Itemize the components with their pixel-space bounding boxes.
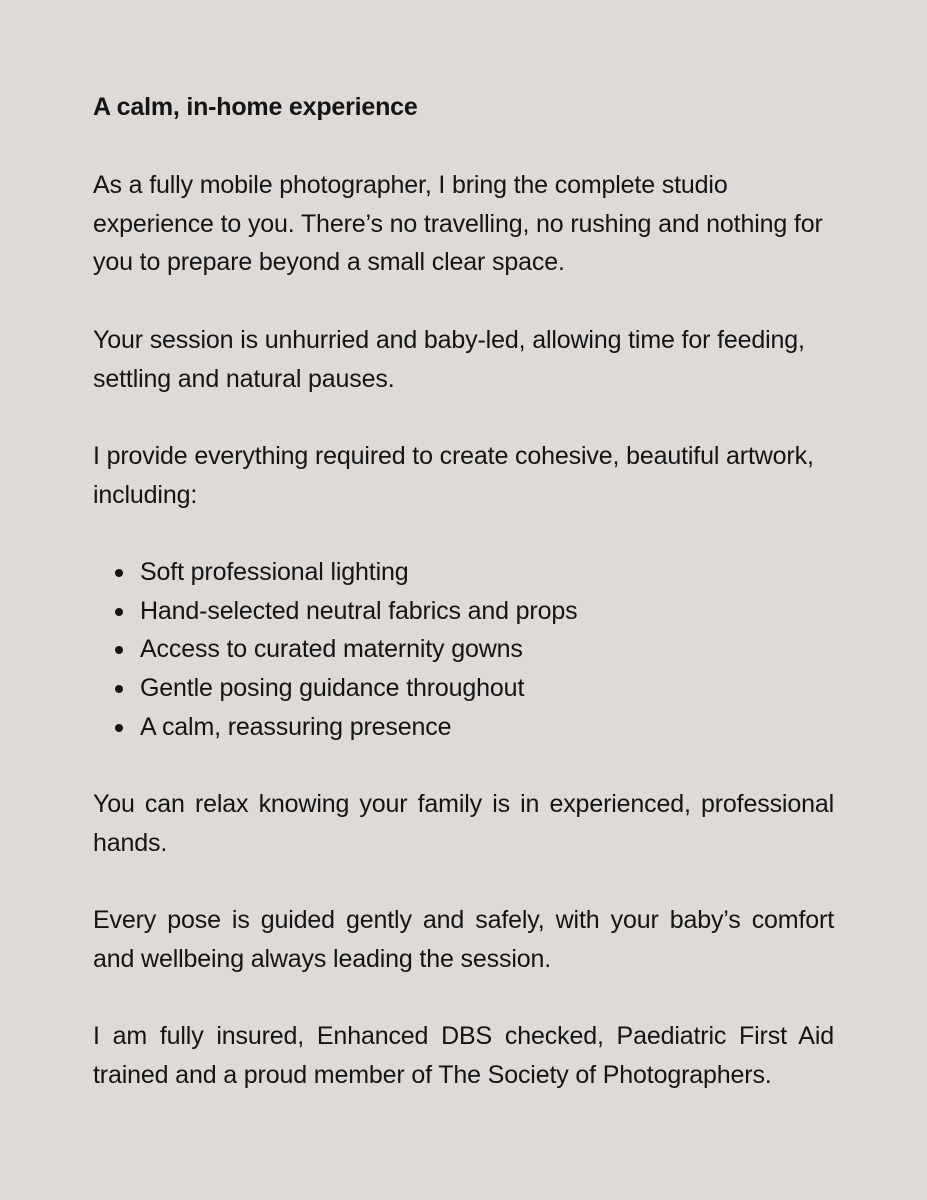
bullet-icon [115,569,123,577]
list-item-label: Access to curated maternity gowns [140,635,523,664]
intro-paragraph: As a fully mobile photographer, I bring the complete studio experience to you. There’s no travelling, no rushing and nothing for you to prepare beyond a small clear space. [93,171,823,277]
list-item-label: Gentle posing guidance throughout [140,674,525,703]
bullet-icon [115,685,123,693]
list-item [93,708,834,747]
list-item [93,669,834,708]
list-item-label: Soft professional lighting [140,557,409,586]
list-item-label: Hand-selected neutral fabrics and props [140,596,578,625]
list-item-label: A calm, reassuring presence [140,712,452,741]
bullet-icon [115,646,123,654]
list-item [93,592,834,631]
bullet-icon [115,608,123,616]
pose-paragraph: Every pose is guided gently and safely, with your baby’s comfort and wellbeing always leading the session. [93,906,834,973]
provide-paragraph: I provide everything required to create cohesive, beautiful artwork, including: [93,441,814,509]
equipment-list [93,553,834,747]
bullet-icon [115,724,123,732]
session-paragraph: Your session is unhurried and baby-led, allowing time for feeding, settling and natural pauses. [93,325,805,393]
list-item [93,630,834,669]
page-heading: A calm, in-home experience [93,93,418,121]
relax-paragraph: You can relax knowing your family is in experienced, professional hands. [93,790,834,857]
insured-paragraph: I am fully insured, Enhanced DBS checked, Paediatric First Aid trained and a proud member of The Society of Photographers. [93,1022,834,1090]
list-item [93,553,834,592]
